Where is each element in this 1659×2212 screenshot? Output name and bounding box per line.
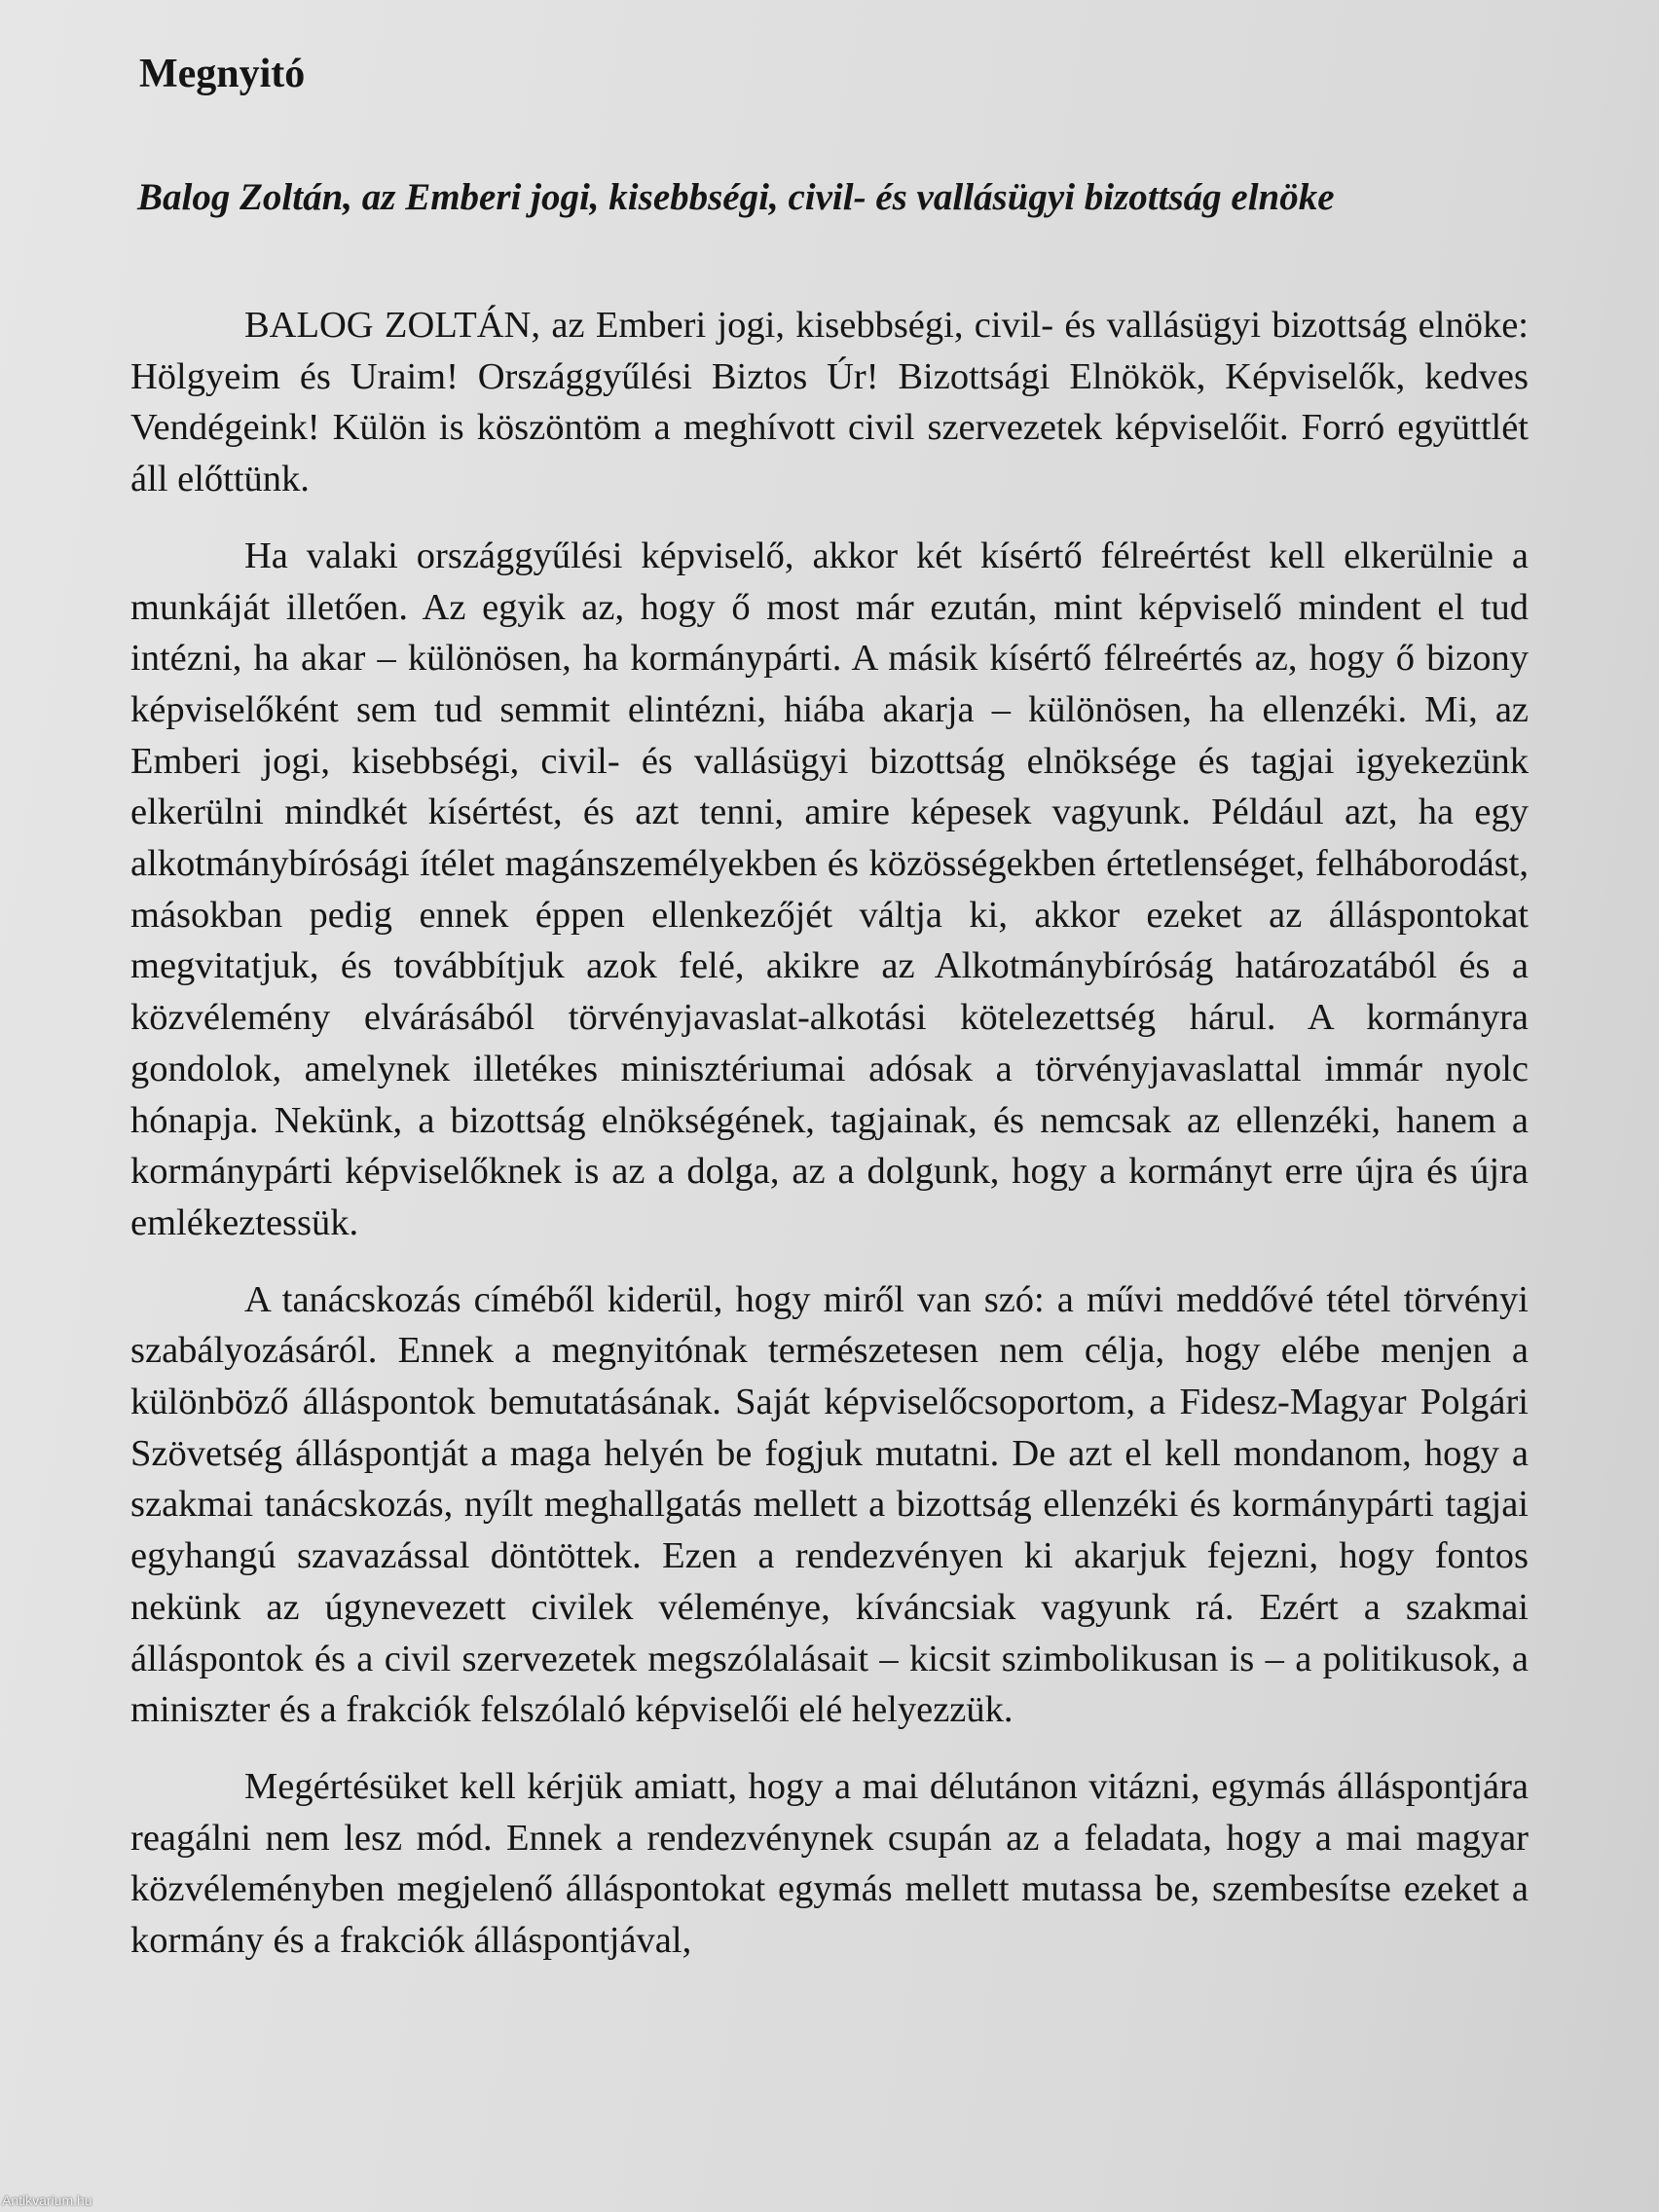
paragraph: Ha valaki országgyűlési képviselő, akkor két kísértő félreértést kell elkerülnie a munkáját illetően. Az egyik az, hogy ő most már ezután, mint képviselő mindent el tud intézni, ha akar – különösen, ha kormánypárti. A másik kísértő félreértés az, hogy ő bizony képviselőként sem tud semmit elintézni, hiába akarja – különösen, ha ellenzéki. Mi, az Emberi jogi, kisebbségi, civil- és vallásügyi bizottság elnöksége és tagjai igyekezünk elkerülni mindkét kísértést, és azt tenni, amire képesek vagyunk. Például azt, ha egy alkotmánybírósági ítélet magánszemélyekben és közösségekben értetlenséget, felháborodást, másokban pedig ennek éppen ellenkezőjét váltja ki, akkor ezeket az álláspontokat megvitatjuk, és továbbítjuk azok felé, akikre az Alkotmánybíróság határozatából és a közvélemény elvárásából törvényjavaslat-alkotási kötelezettség hárul. A kormányra gondolok, amelynek illetékes minisztériumai adósak a törvényjavaslattal immár nyolc hónapja. Nekünk, a bizottság elnökségének, tagjainak, és nemcsak az ellenzéki, hanem a kormánypárti képviselőknek is az a dolga, az a dolgunk, hogy a kormányt erre újra és újra emlékeztessük.: [130, 535, 1529, 1243]
paragraph: A tanácskozás címéből kiderül, hogy miről van szó: a művi meddővé tétel törvényi szabályozásáról. Ennek a megnyitónak természetesen nem célja, hogy elébe menjen a különböző álláspontok bemutatásának. Saját képviselőcsoportom, a Fidesz-Magyar Polgári Szövetség álláspontját a maga helyén be fogjuk mutatni. De azt el kell mondanom, hogy a szakmai tanácskozás, nyílt meghallgatás mellett a bizottság ellenzéki és kormánypárti tagjai egyhangú szavazással döntöttek. Ezen a rendezvényen ki akarjuk fejezni, hogy fontos nekünk az úgynevezett civilek véleménye, kíváncsiak vagyunk rá. Ezért a szakmai álláspontok és a civil szervezetek megszólalásait – kicsit szimbolikusan is – a politikusok, a miniszter és a frakciók felszólaló képviselői elé helyezzük.: [130, 1278, 1529, 1731]
watermark: Antikvarium.hu: [2, 2193, 92, 2208]
section-title: Megnyitó: [139, 52, 306, 96]
paragraph: BALOG ZOLTÁN, az Emberi jogi, kisebbségi, civil- és vallásügyi bizottság elnöke: Hölgyeim és Uraim! Országgyűlési Biztos Úr! Bizottsági Elnökök, Képviselők, kedves Vendégeink! Külön is köszöntöm a meghívott civil szervezetek képviselőit. Forró együttlét áll előttünk.: [130, 305, 1529, 500]
paragraph: Megértésüket kell kérjük amiatt, hogy a mai délutánon vitázni, egymás álláspontjára reagálni nem lesz mód. Ennek a rendezvénynek csupán az a feladata, hogy a mai magyar közvéleményben megjelenő álláspontokat egymás mellett mutassa be, szembesítse ezeket a kormány és a frakciók álláspontjával,: [130, 1765, 1529, 1962]
speaker-subtitle: Balog Zoltán, az Emberi jogi, kisebbségi, civil- és vallásügyi bizottság elnöke: [137, 176, 1335, 218]
body-text: [130, 300, 1529, 1992]
